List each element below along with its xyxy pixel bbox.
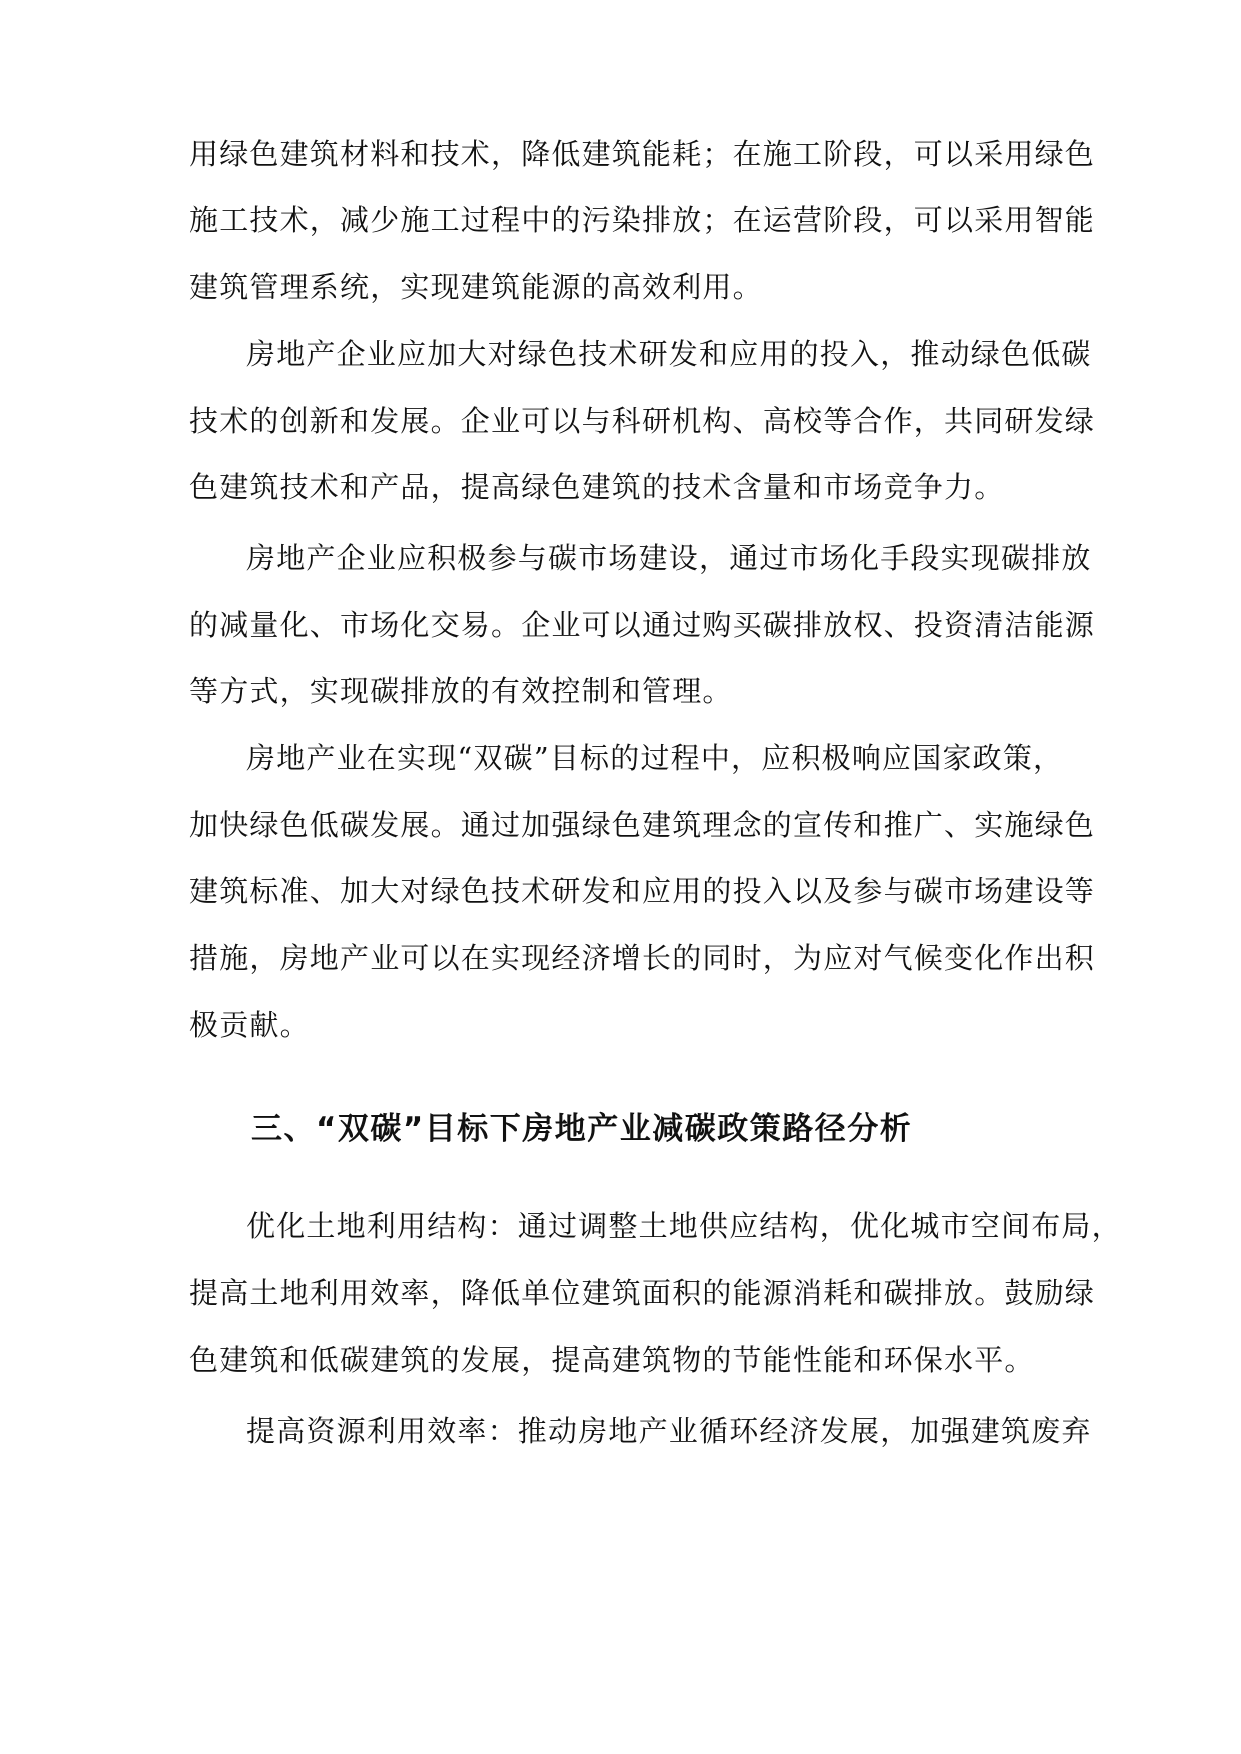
paragraph-line: 的减量化、市场化交易。企业可以通过购买碳排放权、投资清洁能源 [189, 608, 1096, 642]
paragraph-line: 房地产企业应加大对绿色技术研发和应用的投入，推动绿色低碳 [246, 337, 1092, 371]
paragraph-line: 施工技术，减少施工过程中的污染排放；在运营阶段，可以采用智能 [189, 203, 1096, 237]
paragraph-line: 色建筑和低碳建筑的发展，提高建筑物的节能性能和环保水平。 [189, 1343, 1035, 1377]
paragraph-line: 建筑标准、加大对绿色技术研发和应用的投入以及参与碳市场建设等 [189, 874, 1096, 908]
section-heading: 三、“双碳”目标下房地产业减碳政策路径分析 [251, 1111, 913, 1147]
paragraph-line: 提高资源利用效率：推动房地产业循环经济发展，加强建筑废弃 [246, 1414, 1092, 1448]
paragraph-line: 房地产企业应积极参与碳市场建设，通过市场化手段实现碳排放 [246, 541, 1092, 575]
paragraph-line: 极贡献。 [189, 1008, 310, 1042]
paragraph-line: 提高土地利用效率，降低单位建筑面积的能源消耗和碳排放。鼓励绿 [189, 1276, 1096, 1310]
paragraph-line: 加快绿色低碳发展。通过加强绿色建筑理念的宣传和推广、实施绿色 [189, 808, 1096, 842]
paragraph-line: 建筑管理系统，实现建筑能源的高效利用。 [189, 270, 763, 304]
paragraph-line: 色建筑技术和产品，提高绿色建筑的技术含量和市场竞争力。 [189, 470, 1005, 504]
paragraph-line: 房地产业在实现“双碳”目标的过程中，应积极响应国家政策， [246, 741, 1064, 775]
paragraph-line: 技术的创新和发展。企业可以与科研机构、高校等合作，共同研发绿 [189, 404, 1096, 438]
paragraph-line: 用绿色建筑材料和技术，降低建筑能耗；在施工阶段，可以采用绿色 [189, 137, 1096, 171]
paragraph-line: 措施，房地产业可以在实现经济增长的同时，为应对气候变化作出积 [189, 941, 1096, 975]
paragraph-line: 优化土地利用结构：通过调整土地供应结构，优化城市空间布局， [246, 1209, 1122, 1243]
paragraph-line: 等方式，实现碳排放的有效控制和管理。 [189, 674, 733, 708]
